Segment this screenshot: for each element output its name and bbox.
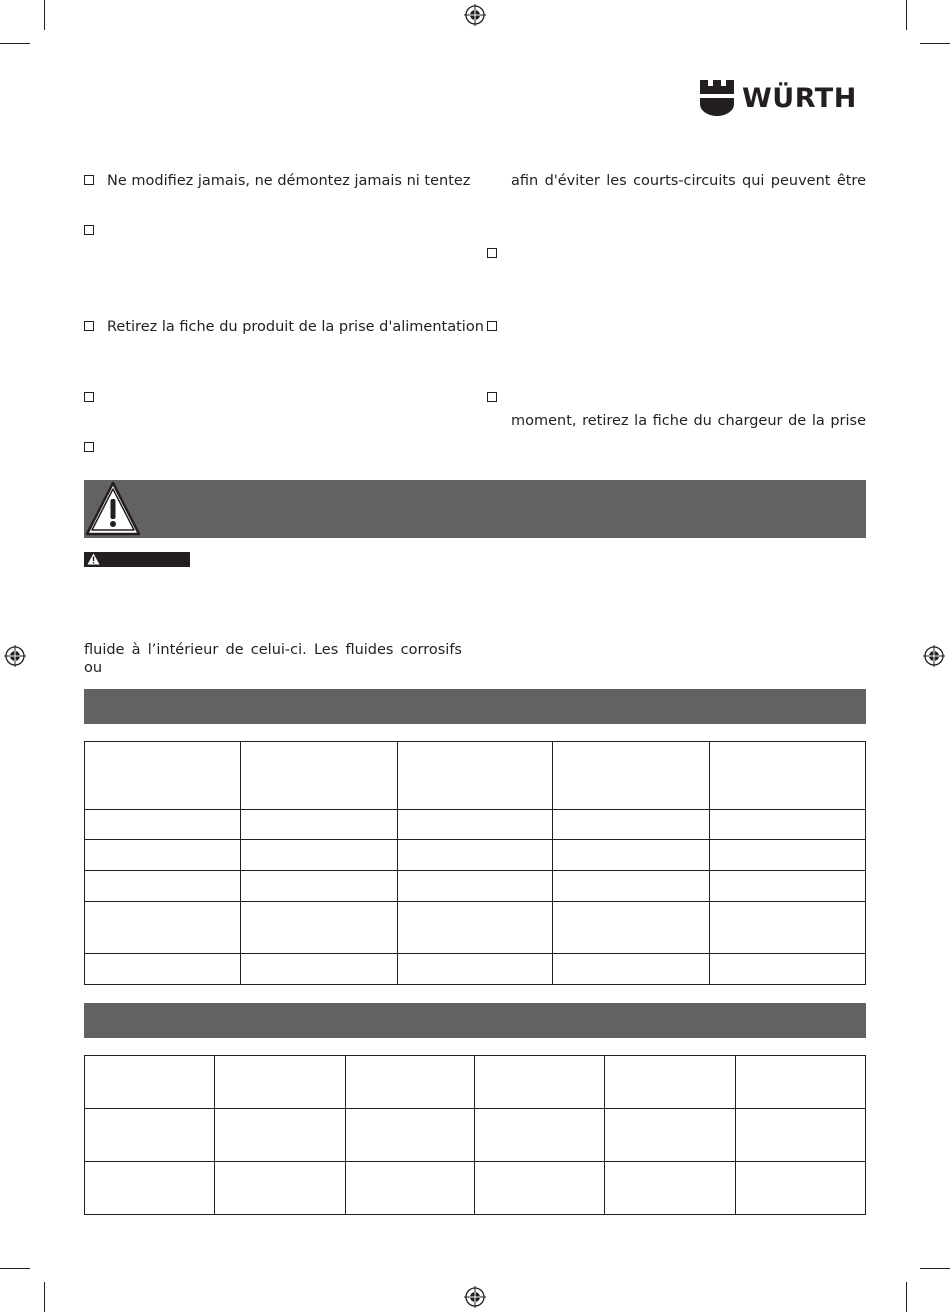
checkbox[interactable] (84, 392, 94, 402)
crop-mark (906, 0, 907, 30)
warning-body-text: fluide à l’intérieur de celui-ci. Les fluides corrosifs ou (84, 642, 462, 676)
table-row (85, 871, 866, 902)
table-cell (553, 954, 710, 985)
table-row (85, 1162, 866, 1215)
table-row (85, 840, 866, 871)
table-cell (475, 1162, 605, 1215)
table-cell (397, 742, 553, 810)
crop-mark (44, 1282, 45, 1312)
table-cell (240, 742, 397, 810)
warning-triangle-icon (84, 480, 142, 538)
table-cell (240, 840, 397, 871)
table-cell (605, 1109, 736, 1162)
checkbox[interactable] (487, 248, 497, 258)
table-cell (345, 1056, 475, 1109)
table-cell (736, 1162, 866, 1215)
table-row (85, 742, 866, 810)
right-line-1-text: afin d'éviter les courts-circuits qui peuvent être (511, 173, 866, 189)
table-cell (345, 1162, 475, 1215)
crop-mark (906, 1282, 907, 1312)
table-row (85, 1056, 866, 1109)
table-cell (214, 1162, 345, 1215)
table-cell (85, 810, 241, 840)
left-item-1-text: Ne modifiez jamais, ne démontez jamais ni tentez (107, 173, 471, 189)
checkbox[interactable] (487, 321, 497, 331)
table-cell (240, 810, 397, 840)
table-cell (475, 1056, 605, 1109)
table-cell (397, 902, 553, 954)
table-cell (85, 902, 241, 954)
table-cell (85, 840, 241, 871)
checkbox[interactable] (487, 392, 497, 402)
table-cell (710, 840, 866, 871)
table-cell (85, 742, 241, 810)
table-cell (710, 810, 866, 840)
left-item-3-text: Retirez la fiche du produit de la prise d'alimentation (107, 319, 484, 335)
table-cell (345, 1109, 475, 1162)
table-cell (710, 742, 866, 810)
table-cell (85, 1162, 215, 1215)
brand-name: WÜRTH (742, 82, 857, 114)
table-cell (475, 1109, 605, 1162)
table-cell (553, 810, 710, 840)
table-cell (214, 1056, 345, 1109)
table-cell (85, 871, 241, 902)
registration-mark-icon (923, 645, 945, 667)
table-row (85, 954, 866, 985)
warning-label (84, 552, 190, 567)
table-row (85, 810, 866, 840)
checkbox[interactable] (84, 175, 94, 185)
table-cell (240, 902, 397, 954)
warning-triangle-small-icon (87, 553, 100, 565)
crop-mark (0, 1268, 30, 1269)
checkbox[interactable] (84, 225, 94, 235)
registration-mark-icon (464, 1286, 486, 1308)
section-header-bar-1 (84, 689, 866, 724)
table-cell (214, 1109, 345, 1162)
registration-mark-icon (464, 4, 486, 26)
table-cell (736, 1109, 866, 1162)
table-cell (553, 871, 710, 902)
crop-mark (0, 43, 30, 44)
table-cell (736, 1056, 866, 1109)
table-cell (240, 871, 397, 902)
table-row (85, 1109, 866, 1162)
table-cell (710, 954, 866, 985)
warning-header-bar (84, 480, 866, 538)
table-cell (553, 902, 710, 954)
checkbox[interactable] (84, 442, 94, 452)
right-line-2-text: moment, retirez la fiche du chargeur de la prise (511, 413, 866, 429)
table-cell (710, 871, 866, 902)
section-header-bar-2 (84, 1003, 866, 1038)
table-cell (85, 954, 241, 985)
spec-table-1 (84, 741, 866, 985)
crop-mark (44, 0, 45, 30)
crop-mark (920, 1268, 950, 1269)
table-cell (553, 840, 710, 871)
table-row (85, 902, 866, 954)
table-cell (85, 1056, 215, 1109)
table-cell (605, 1056, 736, 1109)
table-cell (85, 1109, 215, 1162)
table-cell (397, 954, 553, 985)
table-cell (710, 902, 866, 954)
spec-table-2 (84, 1055, 866, 1215)
table-cell (397, 840, 553, 871)
table-cell (240, 954, 397, 985)
wurth-castle-icon (700, 80, 734, 116)
registration-mark-icon (4, 645, 26, 667)
brand-logo (700, 80, 857, 116)
table-cell (553, 742, 710, 810)
crop-mark (920, 43, 950, 44)
table-cell (397, 871, 553, 902)
table-cell (605, 1162, 736, 1215)
checkbox[interactable] (84, 321, 94, 331)
table-cell (397, 810, 553, 840)
